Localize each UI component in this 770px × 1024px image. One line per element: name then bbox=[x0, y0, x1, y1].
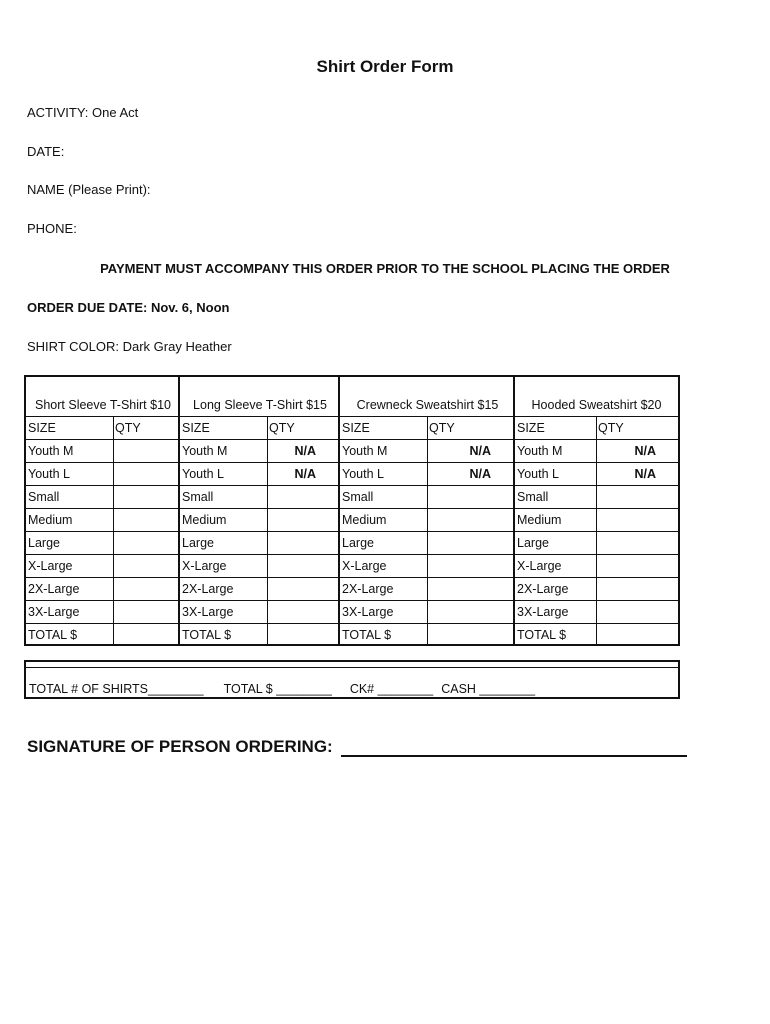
size-column-header: SIZE bbox=[340, 416, 427, 439]
header-crewneck: Crewneck Sweatshirt $15 bbox=[356, 398, 499, 412]
qty-input[interactable] bbox=[596, 531, 678, 554]
size-label: Small bbox=[340, 485, 427, 508]
table-row bbox=[26, 577, 678, 600]
activity-field: ACTIVITY: One Act bbox=[27, 105, 139, 120]
qty-input[interactable] bbox=[427, 600, 513, 623]
qty-input[interactable] bbox=[596, 577, 678, 600]
table-row bbox=[26, 554, 678, 577]
totals-divider bbox=[26, 667, 678, 668]
qty-input[interactable] bbox=[427, 554, 513, 577]
size-label: Youth L bbox=[515, 462, 596, 485]
qty-not-available: N/A bbox=[427, 462, 513, 485]
qty-not-available: N/A bbox=[596, 462, 678, 485]
table-row bbox=[26, 485, 678, 508]
size-label: Youth L bbox=[180, 462, 267, 485]
size-label: Large bbox=[340, 531, 427, 554]
qty-column-header: QTY bbox=[113, 416, 178, 439]
size-label: X-Large bbox=[340, 554, 427, 577]
size-label: TOTAL $ bbox=[180, 623, 267, 646]
size-label: 3X-Large bbox=[340, 600, 427, 623]
qty-input[interactable] bbox=[113, 531, 178, 554]
size-label: TOTAL $ bbox=[340, 623, 427, 646]
size-label: Medium bbox=[515, 508, 596, 531]
size-label: Small bbox=[180, 485, 267, 508]
size-label: Small bbox=[26, 485, 113, 508]
payment-notice: PAYMENT MUST ACCOMPANY THIS ORDER PRIOR TO THE SCHOOL PLACING THE ORDER bbox=[100, 261, 670, 276]
qty-input[interactable] bbox=[427, 577, 513, 600]
group-divider bbox=[513, 377, 515, 644]
qty-column-header: QTY bbox=[267, 416, 338, 439]
qty-input[interactable] bbox=[427, 623, 513, 646]
table-row bbox=[26, 462, 678, 485]
cash-field[interactable]: CASH ________ bbox=[441, 682, 536, 696]
qty-input[interactable] bbox=[113, 439, 178, 462]
qty-input[interactable] bbox=[427, 508, 513, 531]
table-row bbox=[26, 623, 678, 646]
size-label: 3X-Large bbox=[26, 600, 113, 623]
signature-line[interactable] bbox=[341, 739, 687, 757]
qty-not-available: N/A bbox=[427, 439, 513, 462]
date-field: DATE: bbox=[27, 144, 65, 159]
qty-not-available: N/A bbox=[596, 439, 678, 462]
size-column-header: SIZE bbox=[180, 416, 267, 439]
qty-input[interactable] bbox=[113, 508, 178, 531]
qty-input[interactable] bbox=[267, 577, 338, 600]
qty-not-available: N/A bbox=[267, 462, 338, 485]
form-title: Shirt Order Form bbox=[316, 57, 454, 76]
size-label: X-Large bbox=[26, 554, 113, 577]
size-label: TOTAL $ bbox=[515, 623, 596, 646]
totals-line bbox=[29, 682, 555, 696]
qty-not-available: N/A bbox=[267, 439, 338, 462]
totals-box bbox=[24, 660, 680, 699]
qty-input[interactable] bbox=[267, 600, 338, 623]
qty-input[interactable] bbox=[113, 485, 178, 508]
total-shirts-field[interactable]: TOTAL # OF SHIRTS________ bbox=[29, 682, 204, 696]
phone-field: PHONE: bbox=[27, 221, 77, 236]
qty-input[interactable] bbox=[267, 554, 338, 577]
order-due-date: ORDER DUE DATE: Nov. 6, Noon bbox=[27, 300, 230, 315]
table-row bbox=[26, 508, 678, 531]
qty-input[interactable] bbox=[267, 623, 338, 646]
size-label: Large bbox=[515, 531, 596, 554]
size-column-header: SIZE bbox=[515, 416, 596, 439]
table-header-row bbox=[26, 377, 678, 416]
group-divider bbox=[338, 377, 340, 644]
size-label: TOTAL $ bbox=[26, 623, 113, 646]
size-label: Medium bbox=[340, 508, 427, 531]
size-label: Youth M bbox=[26, 439, 113, 462]
qty-column-header: QTY bbox=[427, 416, 513, 439]
size-label: Youth M bbox=[515, 439, 596, 462]
signature-row bbox=[27, 737, 687, 757]
size-label: Large bbox=[180, 531, 267, 554]
size-label: Youth L bbox=[26, 462, 113, 485]
table-row bbox=[26, 531, 678, 554]
signature-label: SIGNATURE OF PERSON ORDERING: bbox=[27, 737, 333, 756]
shirt-color: SHIRT COLOR: Dark Gray Heather bbox=[27, 339, 232, 354]
table-row bbox=[26, 439, 678, 462]
qty-input[interactable] bbox=[427, 485, 513, 508]
size-label: Youth M bbox=[340, 439, 427, 462]
size-label: Youth M bbox=[180, 439, 267, 462]
qty-divider bbox=[267, 416, 268, 644]
size-label: Large bbox=[26, 531, 113, 554]
qty-input[interactable] bbox=[113, 577, 178, 600]
qty-input[interactable] bbox=[427, 531, 513, 554]
check-number-field[interactable]: CK# ________ bbox=[349, 682, 434, 696]
qty-divider bbox=[596, 416, 597, 644]
qty-input[interactable] bbox=[113, 554, 178, 577]
order-table bbox=[24, 375, 680, 646]
qty-input[interactable] bbox=[596, 508, 678, 531]
qty-input[interactable] bbox=[596, 623, 678, 646]
size-label: Small bbox=[515, 485, 596, 508]
header-short-sleeve: Short Sleeve T-Shirt $10 bbox=[35, 398, 171, 412]
qty-input[interactable] bbox=[596, 554, 678, 577]
header-long-sleeve: Long Sleeve T-Shirt $15 bbox=[193, 398, 327, 412]
size-label: 3X-Large bbox=[515, 600, 596, 623]
total-dollars-field[interactable]: TOTAL $ ________ bbox=[223, 682, 332, 696]
qty-divider bbox=[427, 416, 428, 644]
qty-input[interactable] bbox=[596, 600, 678, 623]
size-label: Medium bbox=[180, 508, 267, 531]
size-label: 2X-Large bbox=[340, 577, 427, 600]
size-label: 2X-Large bbox=[180, 577, 267, 600]
name-field: NAME (Please Print): bbox=[27, 182, 151, 197]
header-hooded: Hooded Sweatshirt $20 bbox=[531, 398, 662, 412]
size-label: Medium bbox=[26, 508, 113, 531]
size-label: X-Large bbox=[515, 554, 596, 577]
table-row bbox=[26, 600, 678, 623]
size-label: 2X-Large bbox=[515, 577, 596, 600]
qty-input[interactable] bbox=[113, 600, 178, 623]
size-qty-header-row bbox=[26, 416, 678, 439]
qty-divider bbox=[113, 416, 114, 644]
size-label: X-Large bbox=[180, 554, 267, 577]
qty-input[interactable] bbox=[267, 485, 338, 508]
size-label: 2X-Large bbox=[26, 577, 113, 600]
size-label: Youth L bbox=[340, 462, 427, 485]
group-divider bbox=[178, 377, 180, 644]
size-label: 3X-Large bbox=[180, 600, 267, 623]
qty-column-header: QTY bbox=[596, 416, 678, 439]
qty-input[interactable] bbox=[596, 485, 678, 508]
size-column-header: SIZE bbox=[26, 416, 113, 439]
qty-input[interactable] bbox=[267, 508, 338, 531]
qty-input[interactable] bbox=[267, 531, 338, 554]
qty-input[interactable] bbox=[113, 462, 178, 485]
qty-input[interactable] bbox=[113, 623, 178, 646]
